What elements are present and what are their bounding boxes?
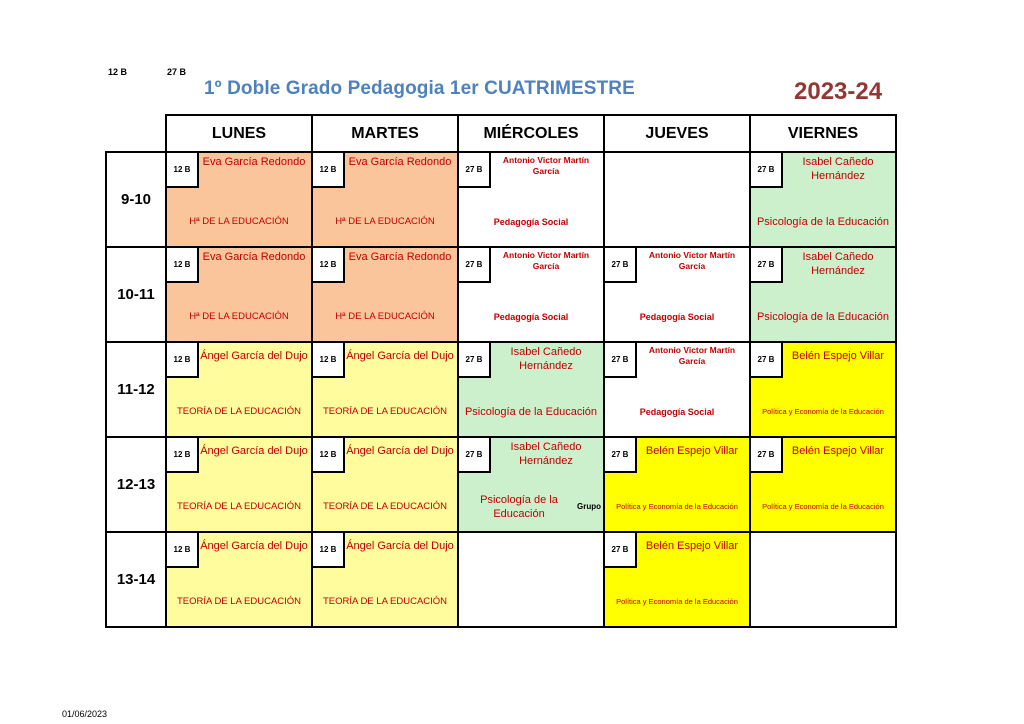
class-slot-content [459, 438, 603, 531]
subject-name [313, 387, 457, 436]
professor-name: Eva García Redondo [348, 251, 452, 263]
hour-label: 11-12 [106, 342, 166, 437]
header-room-b: 27 B [167, 67, 187, 77]
hour-label: 13-14 [106, 532, 166, 627]
class-slot-content [167, 438, 311, 531]
empty-slot [604, 152, 750, 247]
room-label: 27 B [605, 248, 637, 283]
subject-name [459, 482, 603, 531]
room-label: 12 B [313, 343, 345, 378]
class-slot-content [459, 153, 603, 246]
class-slot [166, 532, 312, 627]
day-thursday: JUEVES [604, 115, 750, 152]
class-slot [750, 152, 896, 247]
subject-name [167, 482, 311, 531]
room-label: 12 B [167, 438, 199, 473]
class-slot-content [605, 438, 749, 531]
subject-text: TEORÍA DE LA EDUCACIÓN [176, 596, 302, 607]
empty-slot [458, 532, 604, 627]
class-slot [750, 247, 896, 342]
subject-name [167, 387, 311, 436]
subject-text: Psicología de la Educación [464, 405, 598, 418]
professor-name: Belén Espejo Villar [791, 445, 885, 457]
subject-name [605, 577, 749, 626]
room-label: 27 B [459, 343, 491, 378]
professor-name: Belén Espejo Villar [645, 540, 739, 552]
subject-text: Hª DE LA EDUCACIÓN [189, 311, 289, 322]
class-slot [604, 437, 750, 532]
class-slot-content [313, 533, 457, 626]
subject-text: Hª DE LA EDUCACIÓN [189, 216, 289, 227]
room-label: 12 B [313, 248, 345, 283]
room-label: 27 B [751, 343, 783, 378]
class-slot-content [605, 533, 749, 626]
academic-year: 2023-24 [794, 78, 883, 105]
class-slot [604, 342, 750, 437]
day-monday: LUNES [166, 115, 312, 152]
class-slot-content [313, 343, 457, 436]
professor-name: Ángel García del Dujo [346, 350, 454, 362]
schedule-row [106, 532, 896, 627]
class-slot-content [167, 533, 311, 626]
header-room-a: 12 B [108, 67, 128, 77]
room-label: 27 B [459, 438, 491, 473]
class-slot-content [167, 153, 311, 246]
class-slot-content [751, 248, 895, 341]
subject-name [313, 577, 457, 626]
class-slot-content [459, 248, 603, 341]
room-label: 12 B [167, 343, 199, 378]
room-label: 12 B [313, 533, 345, 568]
class-slot-content [605, 343, 749, 436]
professor-name: Antonio Victor Martín García [502, 155, 590, 176]
professor-name: Isabel Cañedo Hernández [510, 346, 582, 372]
subject-name [751, 387, 895, 436]
day-tuesday: MARTES [312, 115, 458, 152]
room-label: 27 B [605, 343, 637, 378]
day-wednesday: MIÉRCOLES [458, 115, 604, 152]
subject-name [313, 197, 457, 246]
class-slot-content [751, 343, 895, 436]
subject-name [751, 292, 895, 341]
subject-text: Pedagogía Social [493, 216, 569, 227]
room-label: 27 B [605, 533, 637, 568]
day-friday: VIERNES [750, 115, 896, 152]
room-label: 27 B [751, 438, 783, 473]
class-slot [166, 437, 312, 532]
professor-name: Antonio Victor Martín García [648, 250, 736, 271]
class-slot [750, 437, 896, 532]
room-label: 27 B [751, 248, 783, 283]
subject-text: Psicología de la Educación [756, 310, 890, 323]
schedule-row [106, 342, 896, 437]
subject-text: Hª DE LA EDUCACIÓN [335, 216, 435, 227]
subject-name [459, 197, 603, 246]
room-label: 27 B [751, 153, 783, 188]
subject-name [313, 482, 457, 531]
class-slot-content [751, 153, 895, 246]
class-slot-content [313, 438, 457, 531]
room-label: 12 B [167, 153, 199, 188]
subject-text: TEORÍA DE LA EDUCACIÓN [176, 406, 302, 417]
subject-name [459, 292, 603, 341]
page-title: 1º Doble Grado Pedagogia 1er CUATRIMESTRE [204, 78, 635, 99]
class-slot [312, 532, 458, 627]
subject-name [751, 482, 895, 531]
subject-text: TEORÍA DE LA EDUCACIÓN [322, 501, 448, 512]
schedule-table [105, 114, 897, 628]
empty-slot [750, 532, 896, 627]
class-slot [458, 152, 604, 247]
professor-name: Ángel García del Dujo [200, 445, 308, 457]
professor-name: Eva García Redondo [202, 156, 306, 168]
class-slot [166, 342, 312, 437]
room-label: 12 B [313, 153, 345, 188]
class-slot-content [313, 153, 457, 246]
professor-name: Isabel Cañedo Hernández [802, 156, 874, 182]
class-slot [750, 342, 896, 437]
subject-name [459, 387, 603, 436]
class-slot [604, 247, 750, 342]
professor-name: Ángel García del Dujo [346, 540, 454, 552]
class-slot [166, 247, 312, 342]
group-note: Grupo [577, 501, 601, 511]
professor-name: Isabel Cañedo Hernández [802, 251, 874, 277]
hour-label: 12-13 [106, 437, 166, 532]
class-slot [312, 437, 458, 532]
professor-name: Ángel García del Dujo [346, 445, 454, 457]
class-slot [458, 342, 604, 437]
subject-text: Pedagogía Social [639, 406, 715, 417]
room-label: 12 B [313, 438, 345, 473]
room-label: 27 B [605, 438, 637, 473]
class-slot-content [459, 343, 603, 436]
schedule-row [106, 152, 896, 247]
schedule-row [106, 247, 896, 342]
room-label: 12 B [167, 248, 199, 283]
class-slot [458, 437, 604, 532]
hour-label: 10-11 [106, 247, 166, 342]
professor-name: Eva García Redondo [202, 251, 306, 263]
class-slot [312, 247, 458, 342]
subject-name [605, 292, 749, 341]
class-slot-content [605, 248, 749, 341]
subject-name [313, 292, 457, 341]
professor-name: Eva García Redondo [348, 156, 452, 168]
class-slot-content [313, 248, 457, 341]
subject-text: Política y Economía de la Educación [762, 502, 884, 511]
class-slot [458, 247, 604, 342]
subject-text: Psicología de la Educación [480, 493, 558, 520]
subject-text: Pedagogía Social [639, 311, 715, 322]
subject-name [167, 197, 311, 246]
class-slot [604, 532, 750, 627]
professor-name: Ángel García del Dujo [200, 350, 308, 362]
subject-text: TEORÍA DE LA EDUCACIÓN [322, 596, 448, 607]
subject-name [605, 387, 749, 436]
subject-text: Psicología de la Educación [756, 215, 890, 228]
subject-text: Política y Economía de la Educación [616, 502, 738, 511]
subject-name [605, 482, 749, 531]
subject-name [167, 292, 311, 341]
professor-name: Belén Espejo Villar [791, 350, 885, 362]
schedule-row [106, 437, 896, 532]
class-slot-content [751, 438, 895, 531]
class-slot [312, 152, 458, 247]
subject-name [751, 197, 895, 246]
professor-name: Isabel Cañedo Hernández [510, 441, 582, 467]
class-slot [166, 152, 312, 247]
professor-name: Belén Espejo Villar [645, 445, 739, 457]
subject-name [167, 577, 311, 626]
subject-text: TEORÍA DE LA EDUCACIÓN [176, 501, 302, 512]
corner-cell [106, 115, 166, 152]
subject-text: Hª DE LA EDUCACIÓN [335, 311, 435, 322]
class-slot-content [167, 248, 311, 341]
subject-text: Política y Economía de la Educación [616, 597, 738, 606]
room-label: 12 B [167, 533, 199, 568]
professor-name: Antonio Victor Martín García [648, 345, 736, 366]
professor-name: Antonio Victor Martín García [502, 250, 590, 271]
class-slot-content [167, 343, 311, 436]
professor-name: Ángel García del Dujo [200, 540, 308, 552]
day-header-row [106, 115, 896, 152]
room-label: 27 B [459, 153, 491, 188]
footer-date: 01/06/2023 [62, 709, 108, 719]
subject-text: TEORÍA DE LA EDUCACIÓN [322, 406, 448, 417]
subject-text: Política y Economía de la Educación [762, 407, 884, 416]
hour-label: 9-10 [106, 152, 166, 247]
room-label: 27 B [459, 248, 491, 283]
class-slot [312, 342, 458, 437]
subject-text: Pedagogía Social [493, 311, 569, 322]
